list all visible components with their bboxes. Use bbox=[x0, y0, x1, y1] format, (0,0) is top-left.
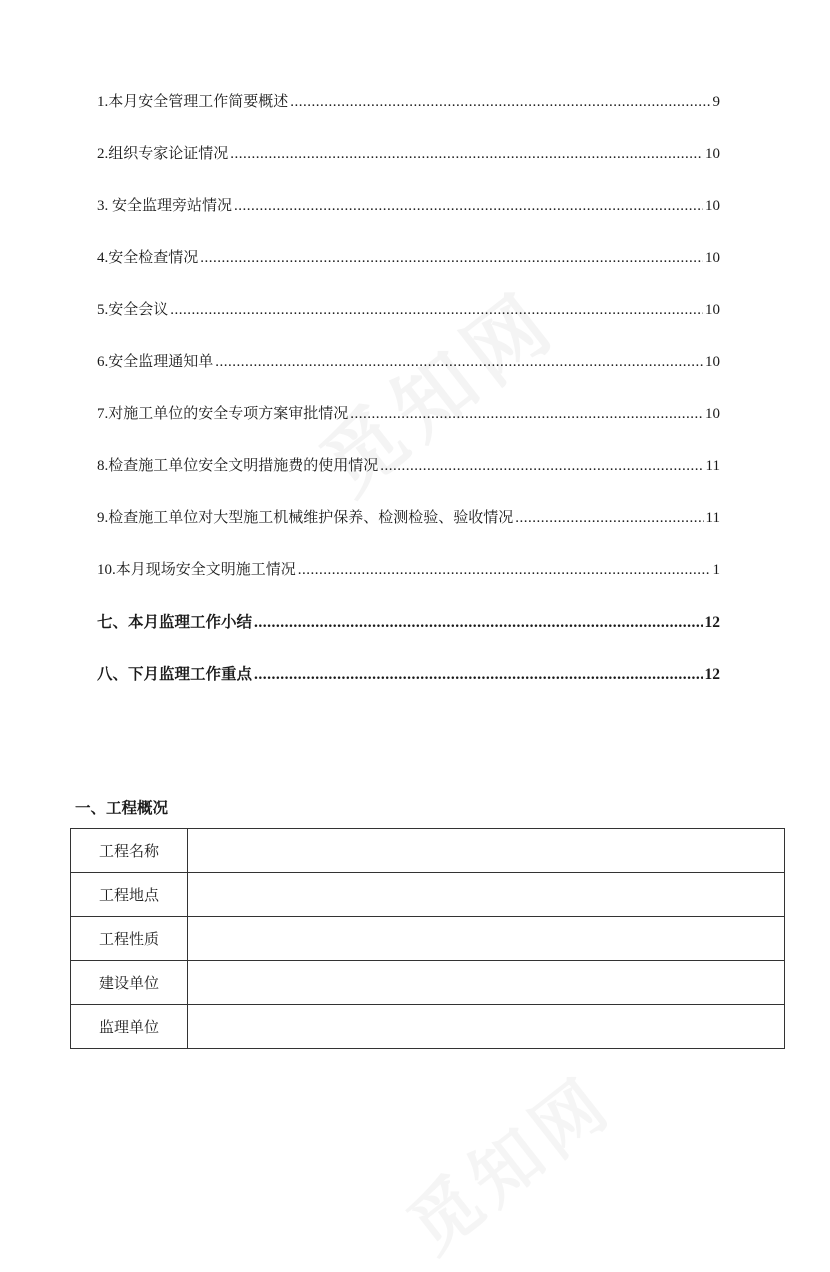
toc-entry-page: 12 bbox=[704, 614, 720, 631]
toc-entry[interactable] bbox=[97, 194, 720, 246]
toc-leader-dots bbox=[254, 614, 702, 632]
toc-entry-page: 10 bbox=[705, 198, 720, 214]
table-row bbox=[71, 1005, 785, 1049]
table-value-cell[interactable] bbox=[188, 917, 785, 961]
toc-leader-dots bbox=[380, 458, 703, 475]
toc-entry-chapter[interactable] bbox=[97, 662, 720, 714]
table-row bbox=[71, 873, 785, 917]
toc-entry-page: 10 bbox=[705, 250, 720, 266]
table-value-cell[interactable] bbox=[188, 961, 785, 1005]
toc-entry-label: 10.本月现场安全文明施工情况 bbox=[97, 562, 296, 578]
table-key-cell: 工程地点 bbox=[71, 873, 188, 917]
toc-leader-dots bbox=[515, 510, 703, 527]
toc-entry-page: 1 bbox=[712, 562, 720, 578]
toc-entry-label: 1.本月安全管理工作简要概述 bbox=[97, 94, 289, 110]
toc-entry-label: 8.检查施工单位安全文明措施费的使用情况 bbox=[97, 458, 379, 474]
toc-entry-label: 9.检查施工单位对大型施工机械维护保养、检测检验、验收情况 bbox=[97, 510, 514, 526]
toc-leader-dots bbox=[170, 302, 703, 319]
section-heading: 一、工程概况 bbox=[75, 800, 169, 817]
table-key-cell: 监理单位 bbox=[71, 1005, 188, 1049]
toc-leader-dots bbox=[254, 666, 702, 684]
toc-entry-label: 7.对施工单位的安全专项方案审批情况 bbox=[97, 406, 349, 422]
toc-entry-page: 10 bbox=[705, 302, 720, 318]
toc-entry[interactable] bbox=[97, 454, 720, 506]
toc-entry[interactable] bbox=[97, 298, 720, 350]
table-value-cell[interactable] bbox=[188, 873, 785, 917]
toc-entry-page: 10 bbox=[705, 406, 720, 422]
toc-entry-page: 11 bbox=[705, 510, 720, 526]
toc-entry-page: 11 bbox=[705, 458, 720, 474]
table-key-cell: 工程性质 bbox=[71, 917, 188, 961]
table-value-cell[interactable] bbox=[188, 829, 785, 873]
toc-entry-page: 10 bbox=[705, 146, 720, 162]
toc-entry-label: 3. 安全监理旁站情况 bbox=[97, 198, 233, 214]
toc-entry[interactable] bbox=[97, 558, 720, 610]
toc-leader-dots bbox=[290, 94, 710, 111]
toc-entry-page: 12 bbox=[704, 666, 720, 683]
toc-entry-chapter[interactable] bbox=[97, 610, 720, 662]
toc-entry[interactable] bbox=[97, 402, 720, 454]
toc-leader-dots bbox=[350, 406, 703, 423]
toc-entry[interactable] bbox=[97, 350, 720, 402]
table-key-cell: 建设单位 bbox=[71, 961, 188, 1005]
toc-entry-label: 七、本月监理工作小结 bbox=[97, 614, 253, 631]
toc-entry-label: 八、下月监理工作重点 bbox=[97, 666, 253, 683]
toc-entry[interactable] bbox=[97, 90, 720, 142]
toc-leader-dots bbox=[298, 562, 711, 579]
watermark-logo-bottom bbox=[384, 1049, 631, 1272]
table-row bbox=[71, 961, 785, 1005]
table-row bbox=[71, 829, 785, 873]
toc-entry-label: 4.安全检查情况 bbox=[97, 250, 199, 266]
toc-entry-label: 2.组织专家论证情况 bbox=[97, 146, 229, 162]
toc-entry[interactable] bbox=[97, 142, 720, 194]
project-overview-table bbox=[70, 828, 785, 1049]
table-of-contents bbox=[97, 90, 720, 714]
toc-leader-dots bbox=[230, 146, 703, 163]
table-row bbox=[71, 917, 785, 961]
toc-entry[interactable] bbox=[97, 246, 720, 298]
toc-entry-page: 10 bbox=[705, 354, 720, 370]
toc-entry-label: 5.安全会议 bbox=[97, 302, 169, 318]
table-value-cell[interactable] bbox=[188, 1005, 785, 1049]
toc-leader-dots bbox=[200, 250, 703, 267]
toc-leader-dots bbox=[215, 354, 703, 371]
toc-entry-page: 9 bbox=[712, 94, 720, 110]
table-key-cell: 工程名称 bbox=[71, 829, 188, 873]
toc-entry[interactable] bbox=[97, 506, 720, 558]
toc-entry-label: 6.安全监理通知单 bbox=[97, 354, 214, 370]
toc-leader-dots bbox=[234, 198, 703, 215]
